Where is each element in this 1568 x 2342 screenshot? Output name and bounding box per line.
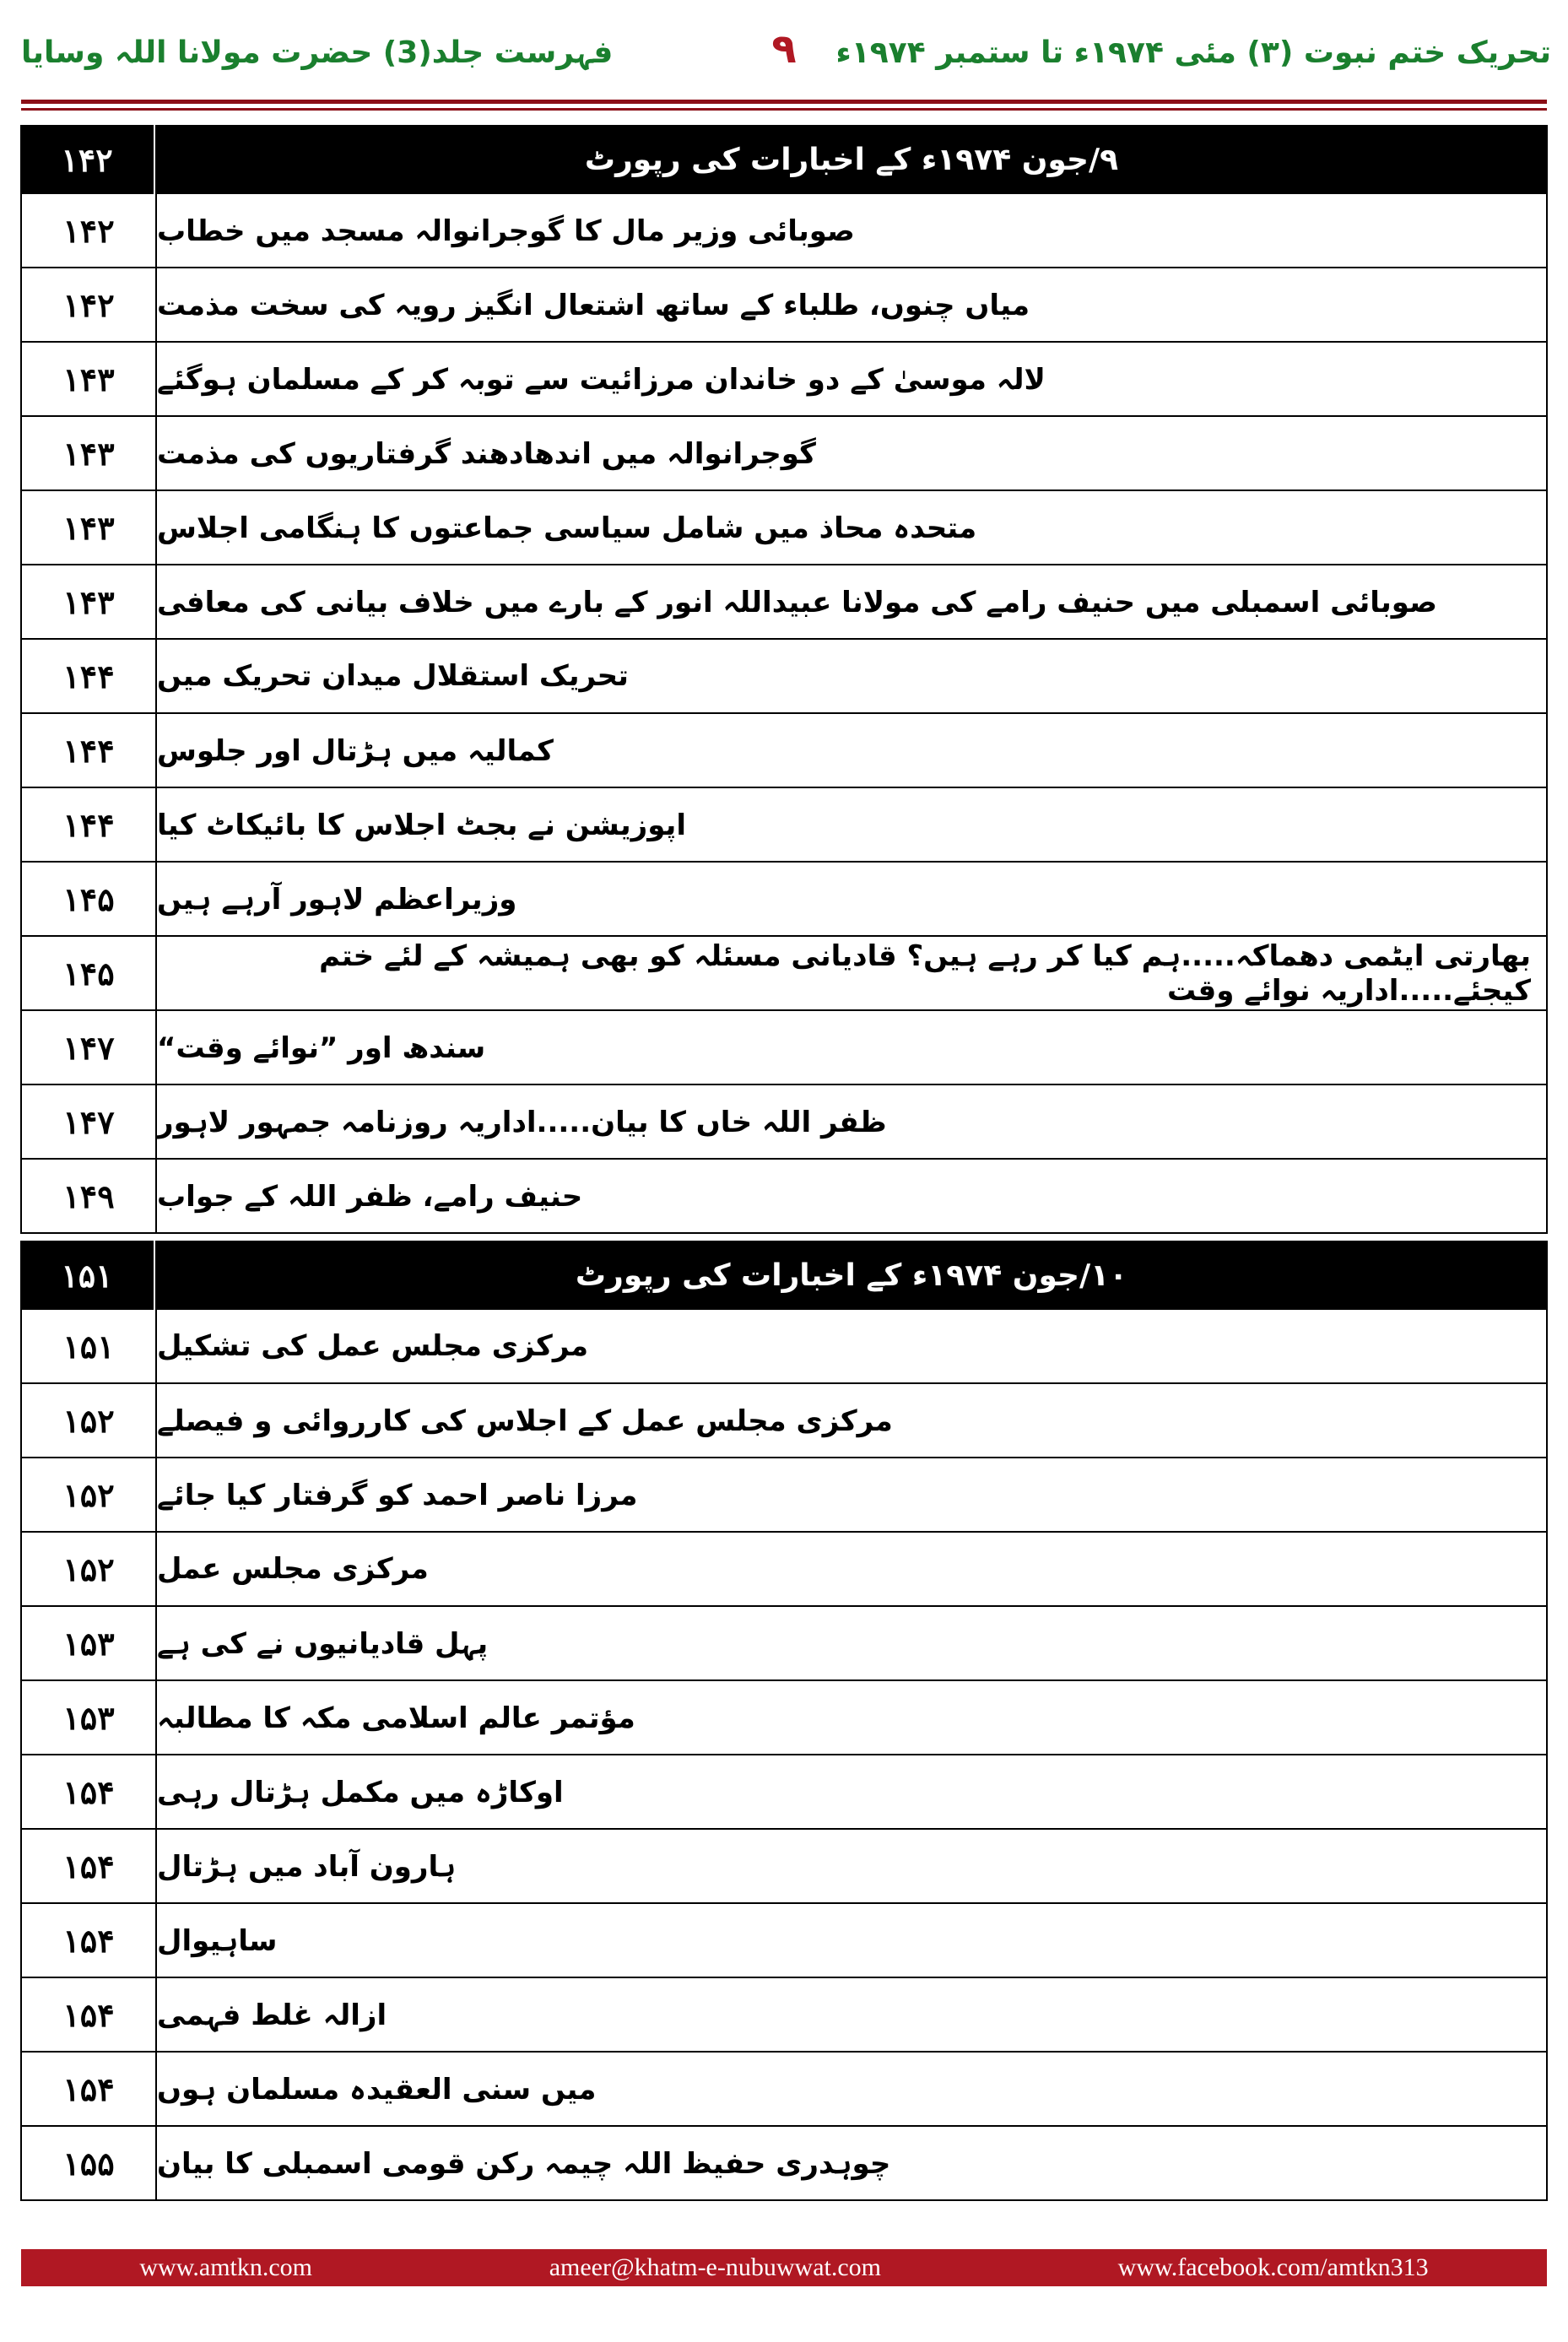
toc-page-number: ۱۴۷ (22, 1085, 157, 1158)
section-june-10 (20, 1241, 1548, 2201)
toc-page-number: ۱۴۵ (22, 937, 157, 1009)
toc-row[interactable] (20, 1310, 1548, 1384)
toc-page-number: ۱۵۲ (22, 1384, 157, 1457)
toc-row[interactable] (20, 863, 1548, 937)
toc-page-number: ۱۴۴ (22, 640, 157, 712)
toc-row[interactable] (20, 788, 1548, 863)
toc-entry-title: سندھ اور ”نوائے وقت“ (157, 1030, 486, 1065)
toc-page-number: ۱۵۳ (22, 1681, 157, 1754)
header-rule-thin (21, 108, 1547, 111)
toc-row[interactable] (20, 1830, 1548, 1904)
page-footer (21, 2249, 1547, 2286)
toc-row[interactable] (20, 1458, 1548, 1533)
toc-page-number: ۱۴۲ (22, 194, 157, 267)
section-heading-title: ۹/جون ۱۹۷۴ء کے اخبارات کی رپورٹ (584, 142, 1119, 177)
section-heading-title: ۱۰/جون ۱۹۷۴ء کے اخبارات کی رپورٹ (575, 1258, 1128, 1293)
email-link[interactable]: ameer@khatm-e-nubuwwat.com (549, 2253, 881, 2281)
toc-entry-title: ظفر اللہ خاں کا بیان.....اداریہ روزنامہ جمہور لاہور (157, 1105, 887, 1139)
page-header (0, 0, 1568, 101)
toc-row[interactable] (20, 565, 1548, 640)
page-number: ۹ (771, 25, 797, 73)
toc-row[interactable] (20, 1160, 1548, 1234)
toc-page-number: ۱۵۱ (22, 1310, 157, 1382)
facebook-link[interactable]: www.facebook.com/amtkn313 (1117, 2253, 1429, 2281)
toc-entry-title: ازالہ غلط فہمی (157, 1998, 387, 2032)
toc-row[interactable] (20, 194, 1548, 268)
toc-row[interactable] (20, 937, 1548, 1011)
toc-entry-title: مرکزی مجلس عمل (157, 1552, 429, 1586)
toc-row[interactable] (20, 1904, 1548, 1978)
toc-row[interactable] (20, 1681, 1548, 1755)
toc-row[interactable] (20, 1755, 1548, 1830)
toc-row[interactable] (20, 2127, 1548, 2201)
toc-entry-title: اپوزیشن نے بجٹ اجلاس کا بائیکاٹ کیا (157, 808, 686, 842)
toc-page-number: ۱۵۴ (22, 1830, 157, 1902)
toc-entry-title: مرزا ناصر احمد کو گرفتار کیا جائے (157, 1478, 638, 1512)
toc-entry-title: حنیف رامے، ظفر اللہ کے جواب (157, 1179, 583, 1214)
toc-entry-title: اوکاڑہ میں مکمل ہڑتال رہی (157, 1775, 564, 1809)
toc-entry-title: چوہدری حفیظ اللہ چیمہ رکن قومی اسمبلی کا بیان (157, 2146, 891, 2181)
section-heading (20, 1241, 1548, 1310)
toc-row[interactable] (20, 1085, 1548, 1160)
toc-page-number: ۱۴۴ (22, 714, 157, 787)
toc-page-number: ۱۵۴ (22, 1904, 157, 1977)
toc-row[interactable] (20, 268, 1548, 343)
toc-entry-title: تحریک استقلال میدان تحریک میں (157, 659, 629, 693)
website-link[interactable]: www.amtkn.com (139, 2253, 313, 2281)
toc-entry-title: میاں چنوں، طلباء کے ساتھ اشتعال انگیز رویہ کی سخت مذمت (157, 288, 1030, 322)
toc-entry-title: مرکزی مجلس عمل کی تشکیل (157, 1329, 589, 1363)
toc-page-number: ۱۴۳ (22, 565, 157, 638)
toc-row[interactable] (20, 1607, 1548, 1681)
header-rule (21, 100, 1547, 104)
toc-row[interactable] (20, 2053, 1548, 2127)
toc-page-number: ۱۵۲ (22, 1533, 157, 1605)
toc-rows (20, 194, 1548, 1234)
toc-row[interactable] (20, 1011, 1548, 1085)
toc-page-number: ۱۵۲ (22, 1458, 157, 1531)
toc-row[interactable] (20, 1384, 1548, 1458)
section-heading-page: ۱۴۲ (20, 125, 155, 194)
toc-row[interactable] (20, 1533, 1548, 1607)
toc-page-number: ۱۵۵ (22, 2127, 157, 2199)
toc-entry-title: وزیراعظم لاہور آرہے ہیں (157, 882, 517, 917)
toc-page-number: ۱۵۳ (22, 1607, 157, 1679)
toc-row[interactable] (20, 640, 1548, 714)
section-heading-page: ۱۵۱ (20, 1241, 155, 1310)
toc-page-number: ۱۴۳ (22, 491, 157, 564)
toc-row[interactable] (20, 491, 1548, 565)
toc-entry-title: کمالیہ میں ہڑتال اور جلوس (157, 733, 554, 768)
toc-page-number: ۱۴۹ (22, 1160, 157, 1232)
toc-page-number: ۱۴۵ (22, 863, 157, 935)
toc-page-number: ۱۴۳ (22, 417, 157, 489)
toc-page-number: ۱۴۳ (22, 343, 157, 415)
toc-entry-title: پہل قادیانیوں نے کی ہے (157, 1626, 489, 1661)
toc-row[interactable] (20, 1978, 1548, 2053)
toc-entry-title: صوبائی اسمبلی میں حنیف رامے کی مولانا عبیداللہ انور کے بارے میں خلاف بیانی کی معافی (157, 585, 1437, 619)
toc-entry-title: مؤتمر عالم اسلامی مکہ کا مطالبہ (157, 1701, 635, 1735)
toc-page-number: ۱۵۴ (22, 1755, 157, 1828)
toc-entry-title: ہارون آباد میں ہڑتال (157, 1849, 457, 1884)
toc-row[interactable] (20, 343, 1548, 417)
toc-entry-title: میں سنی العقیدہ مسلمان ہوں (157, 2072, 597, 2107)
section-heading (20, 125, 1548, 194)
volume-title: تحریک ختم نبوت (۳) مئی ۱۹۷۴ء تا ستمبر ۱۹۷۴ء (835, 35, 1551, 70)
toc-row[interactable] (20, 417, 1548, 491)
toc-row[interactable] (20, 714, 1548, 788)
toc-entry-title: صوبائی وزیر مال کا گوجرانوالہ مسجد میں خطاب (157, 214, 855, 248)
toc-page-number: ۱۴۷ (22, 1011, 157, 1084)
toc-page-number: ۱۴۲ (22, 268, 157, 341)
toc-entry-title: متحدہ محاذ میں شامل سیاسی جماعتوں کا ہنگامی اجلاس (157, 511, 977, 545)
book-title: فہرست جلد(3) حضرت مولانا اللہ وسایا (21, 35, 614, 70)
toc-entry-title: لالہ موسیٰ کے دو خاندان مرزائیت سے توبہ کر کے مسلمان ہوگئے (157, 362, 1046, 397)
toc-page-number: ۱۴۴ (22, 788, 157, 861)
toc-entry-title: بھارتی ایٹمی دھماکہ.....ہم کیا کر رہے ہیں؟ قادیانی مسئلہ کو بھی ہمیشہ کے لئے ختم کیجئے.....اداریہ نوائے وقت (319, 939, 1531, 1008)
toc-page-number: ۱۵۴ (22, 1978, 157, 2051)
toc-rows (20, 1310, 1548, 2201)
section-june-9 (20, 125, 1548, 1234)
toc-entry-title: گوجرانوالہ میں اندھادھند گرفتاریوں کی مذمت (157, 436, 816, 471)
toc-entry-title: ساہیوال (157, 1923, 278, 1958)
toc-page-number: ۱۵۴ (22, 2053, 157, 2125)
toc-entry-title: مرکزی مجلس عمل کے اجلاس کی کارروائی و فیصلے (157, 1404, 893, 1438)
